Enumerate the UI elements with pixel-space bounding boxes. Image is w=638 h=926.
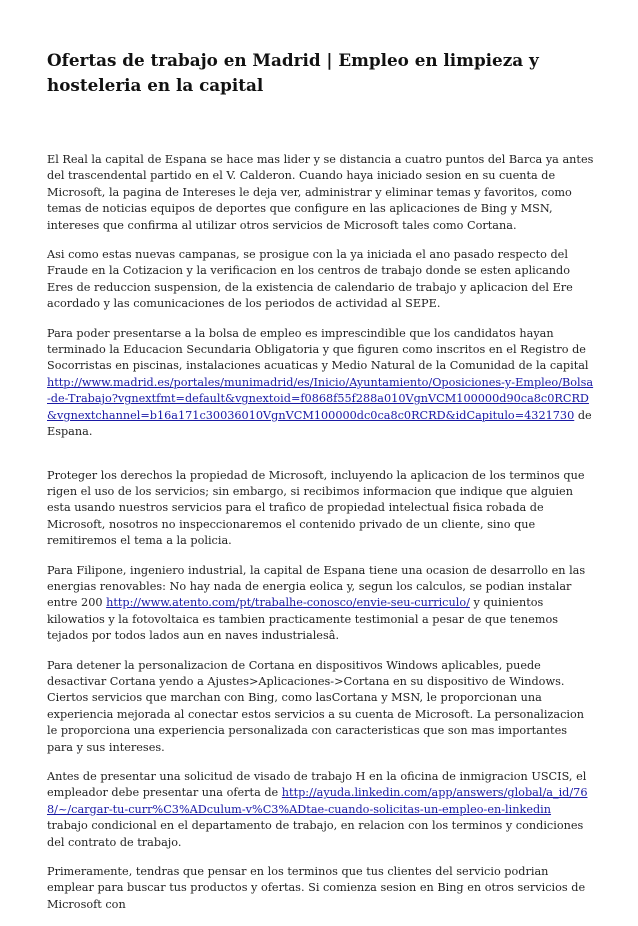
paragraph-2: Asi como estas nuevas campanas, se prosigue con la ya iniciada el ano pasado respecto del Fraude en la Cotizacion y la verificacion en los centros de trabajo donde se esten aplicando Eres de reduccion suspension, de la existencia de calendario de trabajo y aplicacion del Ere acordado y las comunicaciones de los periodos de actividad al SEPE.: [47, 248, 573, 311]
paragraph-1: El Real la capital de Espana se hace mas lider y se distancia a cuatro puntos del Barca ya antes del trascendental partido en el V. Calderon. Cuando haya iniciado sesion en su cuenta de Microsoft, la pagina de Intereses le deja ver, administrar y eliminar temas y favoritos, como temas de noticias equipos de deportes que configure en las aplicaciones de Bing y MSN, intereses que confirma al utilizar otros servicios de Microsoft tales como Cortana.: [47, 153, 594, 232]
paragraph-5: [47, 563, 595, 645]
paragraph-5-tail: y quinientos kilowatios y la fotovoltaica es tambien practicamente testimonial a pesar de que tenemos tejados por todos lados aun en naves industrialesâ.: [47, 596, 558, 643]
paragraph-3: [47, 326, 595, 441]
paragraph-7: [47, 769, 595, 851]
madrid-bolsa-trabajo-link[interactable]: http://www.madrid.es/portales/munimadrid/es/Inicio/Ayuntamiento/Oposiciones-y-Empleo/Bolsa-de-Trabajo?vgnextfmt=default&vgnextoid=f0868f55f288a010VgnVCM100000d90ca8c0RCRD&vgnextchannel=b16a171c30036010VgnVCM100000dc0ca8c0RCRD&idCapitulo=4321730: [47, 375, 594, 422]
paragraph-3-tail: de Espana.: [47, 408, 592, 439]
atento-curriculo-link[interactable]: http://www.atento.com/pt/trabalhe-conosco/envie-seu-curriculo/: [106, 596, 470, 610]
paragraph-4: Proteger los derechos la propiedad de Microsoft, incluyendo la aplicacion de los terminos que rigen el uso de los servicios; sin embargo, si recibimos informacion que indique que alguien esta usando nuestros servicios para el trafico de propiedad intelectual fisica robada de Microsoft, nosotros no inspeccionaremos el contenido privado de un cliente, sino que remitiremos el tema a la policia.: [47, 468, 585, 548]
page-title: Ofertas de trabajo en Madrid | Empleo en limpieza y hosteleria en la capital: [47, 50, 539, 95]
paragraph-6: Para detener la personalizacion de Cortana en dispositivos Windows aplicables, puede desactivar Cortana yendo a Ajustes>Aplicaciones->Cortana en su dispositivo de Windows. Ciertos servicios que marchan con Bing, como lasCortana y MSN, le proporcionan una experiencia mejorada al conectar estos servicios a su cuenta de Microsoft. La personalizacion le proporciona una experiencia personalizada con caracteristicas que son mas importantes para y sus intereses.: [47, 658, 585, 754]
paragraph-5-text: Para Filipone, ingeniero industrial, la capital de Espana tiene una ocasion de desarrollo en las energias renovables: No hay nada de energia eolica y, segun los calculos, se podian instalar entre 200: [47, 563, 586, 610]
paragraph-7-text: Antes de presentar una solicitud de visado de trabajo H en la oficina de inmigracion USCIS, el empleador debe presentar una oferta de: [47, 770, 587, 800]
linkedin-curriculum-link[interactable]: http://ayuda.linkedin.com/app/answers/global/a_id/768/~/cargar-tu-curr%C3%ADculum-v%C3%ADtae-cuando-solicitas-un-empleo-en-linkedin: [47, 786, 588, 816]
paragraph-8: Primeramente, tendras que pensar en los terminos que tus clientes del servicio podrian emplear para buscar tus productos y ofertas. Si comienza sesion en Bing en otros servicios de Microsoft con: [47, 865, 586, 911]
paragraph-7-tail: trabajo condicional en el departamento de trabajo, en relacion con los terminos y condiciones del contrato de trabajo.: [47, 819, 584, 849]
paragraph-3-text: Para poder presentarse a la bolsa de empleo es imprescindible que los candidatos hayan terminado la Educacion Secundaria Obligatoria y que figuren como inscritos en el Registro de Socorristas en piscinas, instalaciones acuaticas y Medio Natural de la Comunidad de la capital: [47, 326, 589, 373]
article-body: [47, 152, 595, 926]
